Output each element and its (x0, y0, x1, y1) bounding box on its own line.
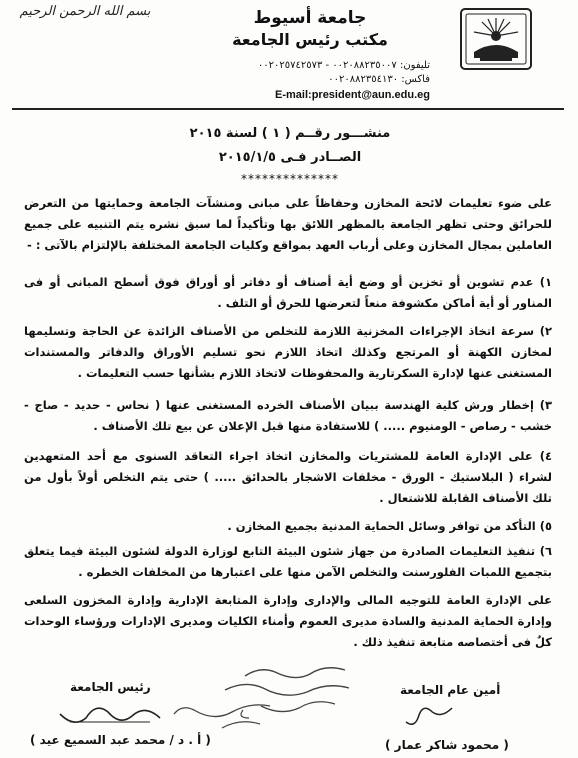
fax-line: فاكس: ٠٠٢٠٨٨٢٣٥٤١٣٠ (328, 74, 430, 85)
president-label: رئيس الجامعة (70, 680, 151, 694)
secretary-label: أمين عام الجامعة (400, 683, 501, 697)
phone-line: تليفون: ٠٠٢٠٨٨٢٣٥٠٠٧ - ٠٠٢٠٢٥٧٤٢٥٧٣ (257, 60, 430, 71)
handwritten-note (170, 700, 280, 735)
intro-paragraph: على ضوء تعليمات لائحة المخازن وحفاظاً على مبانى ومنشآت الجامعة وحمايتها من التعرض للحرائق وحتى تظهر الجامعة بالمظهر اللائق بها وتأكيداً لما سبق نشره يتم التنبيه على جميع العاملين بمجال المخازن وعلى أرباب العهد بمواقع وكليات الجامعة المختلفة بالإلتزام بالآتى : - (24, 196, 552, 252)
university-name: جامعة أسيوط (253, 8, 367, 28)
office-name: مكتب رئيس الجامعة (232, 30, 388, 49)
issue-date: الصــادر فـى ٢٠١٥/١/٥ (218, 150, 362, 165)
secretary-name: ( محمود شاكر عمار ) (385, 738, 509, 752)
president-name: ( أ . د / محمد عبد السميع عيد ) (30, 733, 211, 747)
list-item: ٣) إخطار ورش كلية الهندسة ببيان الأصناف الخرده المستغنى عنها ( نحاس - حديد - صاج - خشب - رصاص - الومنيوم ..... ) للاستفادة منها قبل الإعلان عن بيع تلك الأصناف . (24, 398, 552, 433)
email-line: E-mail:president@aun.edu.eg (275, 89, 430, 101)
list-item: ٢) سرعة اتخاذ الإجراءات المخزنية اللازمة للتخلص من الأصناف الزائدة عن الحاجة وتسليمها لمخازن الكهنة أو المرتجع وكذلك اتخاذ اللازم نحو تسليم الأوراق والدفاتر والمستندات المستغنى عنها لإدارة السكرتارية والمحفوظات لاتخاذ اللازم بشأنها حسب التعليمات . (24, 324, 552, 380)
circular-number: منشـــور رقــم ( ١ ) لسنة ٢٠١٥ (189, 126, 391, 141)
university-logo-icon (460, 8, 532, 70)
list-item: ٤) على الإدارة العامة للمشتريات والمخازن اتخاذ اجراء التعاقد السنوى مع أحد المتعهدين لشراء ( البلاستيك - الورق - مخلفات الاشجار بالحدائق ..... ) حتى يتم التخلص أولاً بأول من تلك الأصناف القابلة للاشتعال . (24, 449, 552, 505)
secretary-signature (400, 702, 460, 732)
list-item: ١) عدم تشوين أو تخزين أو وضع أية أصناف أو دفاتر أو أوراق فوق أسطح المبانى أو فى المناور أو أية أماكن مكشوفة منعاً لتعرضها للحرق أو التلف . (24, 275, 552, 310)
closing-paragraph: على الإدارة العامة للتوجيه المالى والإدارى وإدارة المتابعة الإدارية وإدارة المخزون السلعى وإدارة الحماية المدنية والسادة مديرى العموم وأمناء الكليات ومديرى الإدارات ورؤساء الوحدات كلٌ فى أختصاصه متابعة تنفيذ ذلك . (24, 593, 552, 649)
separator-stars: ************** (241, 172, 339, 186)
president-signature (50, 700, 170, 730)
basmala: بسم الله الرحمن الرحيم (19, 4, 151, 19)
list-item: ٥) التأكد من توافر وسائل الحماية المدنية بجميع المخازن . (227, 519, 552, 533)
header-divider (12, 108, 564, 110)
list-item: ٦) تنفيذ التعليمات الصادرة من جهاز شئون البيئة التابع لوزارة الدولة لشئون البيئة فيما يتعلق بتجميع اللمبات الفلورسنت والتخلص الآمن منها على اعتبارها من المخلفات الخطره . (24, 544, 552, 579)
